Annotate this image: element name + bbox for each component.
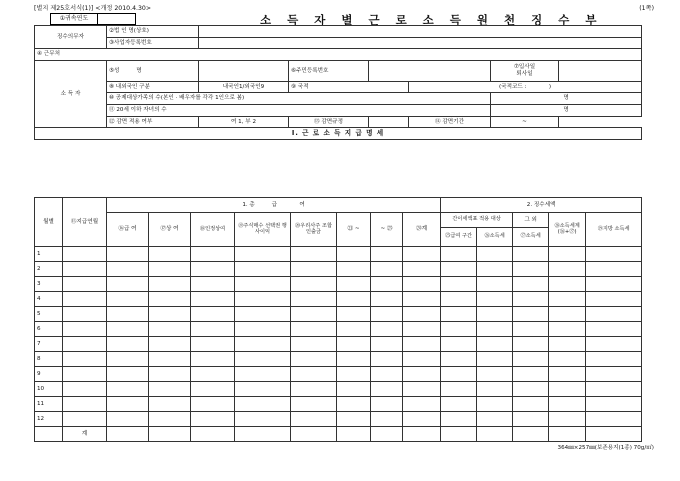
table-cell[interactable] (549, 277, 586, 292)
table-cell[interactable] (191, 292, 235, 307)
month-cell: 8 (35, 352, 63, 367)
table-cell[interactable] (441, 322, 477, 337)
table-cell[interactable] (403, 322, 441, 337)
table-cell[interactable] (477, 352, 513, 367)
table-cell[interactable] (549, 307, 586, 322)
month-cell: 11 (35, 397, 63, 412)
table-cell[interactable] (235, 307, 291, 322)
table-cell[interactable] (149, 352, 191, 367)
table-cell[interactable] (586, 247, 642, 262)
table-cell[interactable] (107, 292, 149, 307)
income-tax-header: ㉖소득세 (477, 228, 513, 247)
table-cell[interactable] (337, 352, 371, 367)
table-cell[interactable] (291, 277, 337, 292)
earner-info-table (34, 25, 642, 140)
month-cell: 2 (35, 262, 63, 277)
table-cell[interactable] (403, 262, 441, 277)
table-cell[interactable] (477, 292, 513, 307)
table-cell[interactable] (63, 352, 107, 367)
name-field[interactable] (199, 60, 289, 81)
table-cell[interactable] (549, 427, 586, 442)
table-row (35, 367, 642, 382)
table-cell[interactable] (403, 277, 441, 292)
table-cell[interactable] (477, 307, 513, 322)
table-cell[interactable] (191, 277, 235, 292)
table-cell[interactable] (149, 247, 191, 262)
total-header: ㉔계 (403, 213, 441, 247)
table-cell[interactable] (371, 367, 403, 382)
table-cell[interactable] (513, 262, 549, 277)
table-cell[interactable] (403, 247, 441, 262)
table-cell[interactable] (477, 397, 513, 412)
table-cell[interactable] (337, 277, 371, 292)
table-cell[interactable] (235, 277, 291, 292)
table-cell[interactable] (477, 367, 513, 382)
table-cell[interactable] (291, 367, 337, 382)
table-cell[interactable] (337, 367, 371, 382)
table-cell[interactable] (63, 367, 107, 382)
table-cell[interactable] (107, 382, 149, 397)
table-cell[interactable] (291, 292, 337, 307)
table-cell[interactable] (371, 262, 403, 277)
corp-name-label: ②법 인 명(상호) (107, 26, 199, 38)
month-cell: 4 (35, 292, 63, 307)
table-cell[interactable] (107, 367, 149, 382)
table-cell[interactable] (441, 367, 477, 382)
table-cell[interactable] (191, 382, 235, 397)
table-cell[interactable] (35, 427, 63, 442)
table-cell[interactable] (191, 247, 235, 262)
table-cell[interactable] (149, 337, 191, 352)
table-cell[interactable] (291, 412, 337, 427)
table-cell[interactable] (291, 382, 337, 397)
table-cell[interactable] (513, 352, 549, 367)
year-label: ①귀속연도 (50, 13, 98, 25)
table-cell[interactable] (441, 337, 477, 352)
table-cell[interactable] (513, 337, 549, 352)
table-cell[interactable] (586, 292, 642, 307)
table-cell[interactable] (235, 367, 291, 382)
table-cell[interactable] (549, 397, 586, 412)
tax-group-header: 2. 징수세액 (441, 198, 642, 213)
table-row (35, 247, 642, 262)
table-cell[interactable] (586, 277, 642, 292)
table-cell[interactable] (477, 322, 513, 337)
table-cell[interactable] (586, 352, 642, 367)
table-cell[interactable] (441, 397, 477, 412)
table-row (35, 307, 642, 322)
table-cell[interactable] (586, 427, 642, 442)
esop-header: ⑳우리사주 조합 인출금 (291, 213, 337, 247)
table-cell[interactable] (235, 412, 291, 427)
table-cell[interactable] (337, 292, 371, 307)
corp-name-field[interactable] (199, 26, 642, 38)
page-title: 소 득 자 별 근 로 소 득 원 천 징 수 부 (260, 13, 603, 27)
table-cell[interactable] (149, 397, 191, 412)
table-cell[interactable] (107, 337, 149, 352)
table-cell[interactable] (337, 382, 371, 397)
table-cell[interactable] (403, 367, 441, 382)
table-cell[interactable] (371, 382, 403, 397)
table-row (35, 412, 642, 427)
table-row (35, 277, 642, 292)
table-cell[interactable] (549, 412, 586, 427)
table-cell[interactable] (107, 307, 149, 322)
table-cell[interactable] (371, 412, 403, 427)
table-cell[interactable] (191, 427, 235, 442)
table-cell[interactable] (107, 247, 149, 262)
table-cell[interactable] (549, 337, 586, 352)
month-cell: 9 (35, 367, 63, 382)
month-cell: 7 (35, 337, 63, 352)
table-cell[interactable] (63, 382, 107, 397)
table-cell[interactable] (235, 262, 291, 277)
table-cell[interactable] (371, 307, 403, 322)
reduction-rule-label: ⑬ 감면규정 (289, 116, 369, 128)
pay-date-header: ⑮지급연월 (63, 198, 107, 247)
table-cell[interactable] (149, 412, 191, 427)
extra-header-2: ~ ㉓ (371, 213, 403, 247)
income-tax-sum-header: ㉘소득세계 (㉖+㉗) (549, 213, 586, 247)
deduction-count-unit[interactable]: 명 (491, 93, 642, 105)
table-cell[interactable] (477, 427, 513, 442)
table-cell[interactable] (371, 337, 403, 352)
table-cell[interactable] (403, 307, 441, 322)
resident-no-field[interactable] (369, 60, 491, 81)
table-cell[interactable] (63, 307, 107, 322)
month-cell: 10 (35, 382, 63, 397)
table-cell[interactable] (586, 412, 642, 427)
biz-no-label: ③사업자등록번호 (107, 37, 199, 49)
table-row (35, 262, 642, 277)
table-cell[interactable] (403, 427, 441, 442)
table-row (35, 337, 642, 352)
table-cell[interactable] (149, 277, 191, 292)
table-cell[interactable] (291, 262, 337, 277)
table-cell[interactable] (107, 322, 149, 337)
table-cell[interactable] (191, 322, 235, 337)
table-cell[interactable] (191, 367, 235, 382)
table-cell[interactable] (371, 292, 403, 307)
table-cell[interactable] (441, 412, 477, 427)
table-cell[interactable] (549, 262, 586, 277)
table-cell[interactable] (441, 427, 477, 442)
table-cell[interactable] (513, 322, 549, 337)
table-cell[interactable] (149, 427, 191, 442)
table-cell[interactable] (191, 337, 235, 352)
table-cell[interactable] (586, 367, 642, 382)
table-cell[interactable] (513, 277, 549, 292)
table-cell[interactable] (291, 352, 337, 367)
table-cell[interactable] (149, 292, 191, 307)
table-cell[interactable] (63, 412, 107, 427)
table-cell[interactable] (441, 277, 477, 292)
table-cell[interactable] (235, 352, 291, 367)
table-cell[interactable] (291, 337, 337, 352)
month-cell: 1 (35, 247, 63, 262)
table-cell[interactable] (291, 247, 337, 262)
stock-option-header: ⑲주식매수 선택권 행사이익 (235, 213, 291, 247)
table-cell[interactable] (371, 427, 403, 442)
table-cell[interactable] (513, 307, 549, 322)
yes-no-field[interactable]: 여 1, 부 2 (199, 116, 289, 128)
table-cell[interactable] (235, 397, 291, 412)
biz-no-field[interactable] (199, 37, 642, 49)
table-cell[interactable] (586, 382, 642, 397)
pay-group-header: 1. 총 급 여 (107, 198, 441, 213)
table-cell[interactable] (337, 307, 371, 322)
table-cell[interactable] (337, 412, 371, 427)
table-cell[interactable] (549, 352, 586, 367)
simple-tax-header: 간이세액표 적용 대상 (441, 213, 513, 228)
nationality-label: ⑨ 국적 (289, 81, 409, 93)
table-cell[interactable] (403, 412, 441, 427)
table-cell[interactable] (191, 262, 235, 277)
table-cell[interactable] (107, 262, 149, 277)
table-cell[interactable] (403, 397, 441, 412)
table-cell[interactable] (63, 322, 107, 337)
table-cell[interactable] (513, 397, 549, 412)
reduction-period-field[interactable]: ~ (491, 116, 559, 128)
table-cell[interactable] (337, 337, 371, 352)
earner-label: 소 득 자 (35, 60, 107, 127)
table-cell[interactable] (149, 322, 191, 337)
table-cell[interactable] (337, 247, 371, 262)
table-cell[interactable] (441, 382, 477, 397)
table-cell[interactable] (63, 397, 107, 412)
table-cell[interactable] (403, 337, 441, 352)
table-cell[interactable] (586, 337, 642, 352)
table-cell[interactable] (107, 397, 149, 412)
table-cell[interactable] (235, 337, 291, 352)
table-cell[interactable] (441, 292, 477, 307)
table-cell[interactable] (371, 397, 403, 412)
table-cell[interactable] (235, 322, 291, 337)
footer-spec: 364㎜×257㎜(보존용지(1종) 70g/㎡) (557, 445, 654, 451)
table-cell[interactable] (149, 382, 191, 397)
table-cell[interactable] (513, 382, 549, 397)
table-cell[interactable] (371, 277, 403, 292)
total-label: 계 (63, 427, 107, 442)
table-cell[interactable] (337, 322, 371, 337)
table-cell[interactable] (549, 247, 586, 262)
resident-no-label: ⑥주민등록번호 (289, 60, 369, 81)
table-cell[interactable] (337, 262, 371, 277)
workplace-label: ④ 근무처 (35, 49, 642, 61)
table-cell[interactable] (149, 262, 191, 277)
table-cell[interactable] (586, 262, 642, 277)
table-cell[interactable] (149, 367, 191, 382)
payer-label: 징수의무자 (35, 26, 107, 49)
table-cell[interactable] (549, 292, 586, 307)
table-cell[interactable] (191, 412, 235, 427)
month-cell: 6 (35, 322, 63, 337)
table-cell[interactable] (191, 397, 235, 412)
table-row (35, 382, 642, 397)
table-cell[interactable] (291, 427, 337, 442)
table-cell[interactable] (477, 412, 513, 427)
table-cell[interactable] (63, 247, 107, 262)
bonus-header: ⑰상 여 (149, 213, 191, 247)
deemed-bonus-header: ⑱인정상여 (191, 213, 235, 247)
table-cell[interactable] (63, 262, 107, 277)
table-cell[interactable] (149, 307, 191, 322)
children-unit[interactable]: 명 (491, 104, 642, 116)
table-cell[interactable] (107, 427, 149, 442)
table-cell[interactable] (477, 337, 513, 352)
table-cell[interactable] (403, 382, 441, 397)
table-cell[interactable] (549, 382, 586, 397)
table-cell[interactable] (291, 322, 337, 337)
children-label: ⑪ 20세 이하 자녀의 수 (107, 104, 491, 116)
table-cell[interactable] (513, 247, 549, 262)
year-field[interactable] (97, 13, 136, 25)
table-cell[interactable] (403, 292, 441, 307)
domestic-label: ⑧ 내외국인 구분 (107, 81, 199, 93)
table-cell[interactable] (441, 307, 477, 322)
table-cell[interactable] (549, 367, 586, 382)
table-cell[interactable] (235, 382, 291, 397)
table-cell[interactable] (441, 262, 477, 277)
monthly-pay-table (34, 197, 642, 442)
table-cell[interactable] (63, 292, 107, 307)
table-cell[interactable] (477, 382, 513, 397)
table-cell[interactable] (191, 352, 235, 367)
table-cell[interactable] (107, 277, 149, 292)
deduction-count-label: ⑩ 공제대상가족의 수(본인 · 배우자를 각각 1인으로 봄) (107, 93, 491, 105)
total-row (35, 427, 642, 442)
table-cell[interactable] (586, 307, 642, 322)
table-cell[interactable] (63, 337, 107, 352)
table-cell[interactable] (403, 352, 441, 367)
table-cell[interactable] (371, 322, 403, 337)
table-row (35, 322, 642, 337)
join-leave-label: ⑦입사일 퇴사일 (491, 60, 559, 81)
page-number: (1쪽) (639, 5, 654, 12)
month-cell: 5 (35, 307, 63, 322)
month-header: 월별 (35, 198, 63, 247)
table-cell[interactable] (441, 247, 477, 262)
table-cell[interactable] (371, 247, 403, 262)
table-cell[interactable] (513, 367, 549, 382)
table-cell[interactable] (191, 307, 235, 322)
table-row (35, 397, 642, 412)
month-cell: 3 (35, 277, 63, 292)
table-cell[interactable] (291, 307, 337, 322)
table-cell[interactable] (477, 262, 513, 277)
table-cell[interactable] (513, 412, 549, 427)
section-title: Ⅰ. 근 로 소 득 지 급 명 세 (35, 128, 642, 140)
table-cell[interactable] (441, 352, 477, 367)
month-cell: 12 (35, 412, 63, 427)
table-cell[interactable] (586, 397, 642, 412)
table-cell[interactable] (291, 397, 337, 412)
extra-header-1: ㉑ ~ (337, 213, 371, 247)
table-cell[interactable] (477, 247, 513, 262)
table-cell[interactable] (63, 277, 107, 292)
table-cell[interactable] (513, 292, 549, 307)
reduction-rule-field[interactable] (369, 116, 409, 128)
table-cell[interactable] (337, 427, 371, 442)
table-cell[interactable] (107, 352, 149, 367)
table-cell[interactable] (235, 292, 291, 307)
table-row (35, 292, 642, 307)
reduction-period-label: ⑭ 감면기간 (409, 116, 491, 128)
form-number: [별지 제25호서식(1)] <개정 2010.4.30> (34, 5, 152, 12)
table-cell[interactable] (107, 412, 149, 427)
table-cell[interactable] (371, 352, 403, 367)
pay-range-header: ㉕급여 구간 (441, 228, 477, 247)
income-tax2-header: ㉗소득세 (513, 228, 549, 247)
table-cell[interactable] (549, 322, 586, 337)
nation-code-field[interactable]: (국적코드 : ) (409, 81, 642, 93)
other-header: 그 외 (513, 213, 549, 228)
table-cell[interactable] (235, 247, 291, 262)
table-cell[interactable] (586, 322, 642, 337)
table-cell[interactable] (337, 397, 371, 412)
name-label: ⑤성 명 (107, 60, 199, 81)
table-cell[interactable] (235, 427, 291, 442)
local-tax-header: ㉙지방 소득세 (586, 213, 642, 247)
reduction-apply-label: ⑫ 감면 적용 여부 (107, 116, 199, 128)
join-leave-field[interactable] (559, 60, 642, 81)
table-cell[interactable] (513, 427, 549, 442)
table-cell[interactable] (477, 277, 513, 292)
salary-header: ⑯급 여 (107, 213, 149, 247)
table-row (35, 352, 642, 367)
domestic-value[interactable]: 내국인1/외국인9 (199, 81, 289, 93)
